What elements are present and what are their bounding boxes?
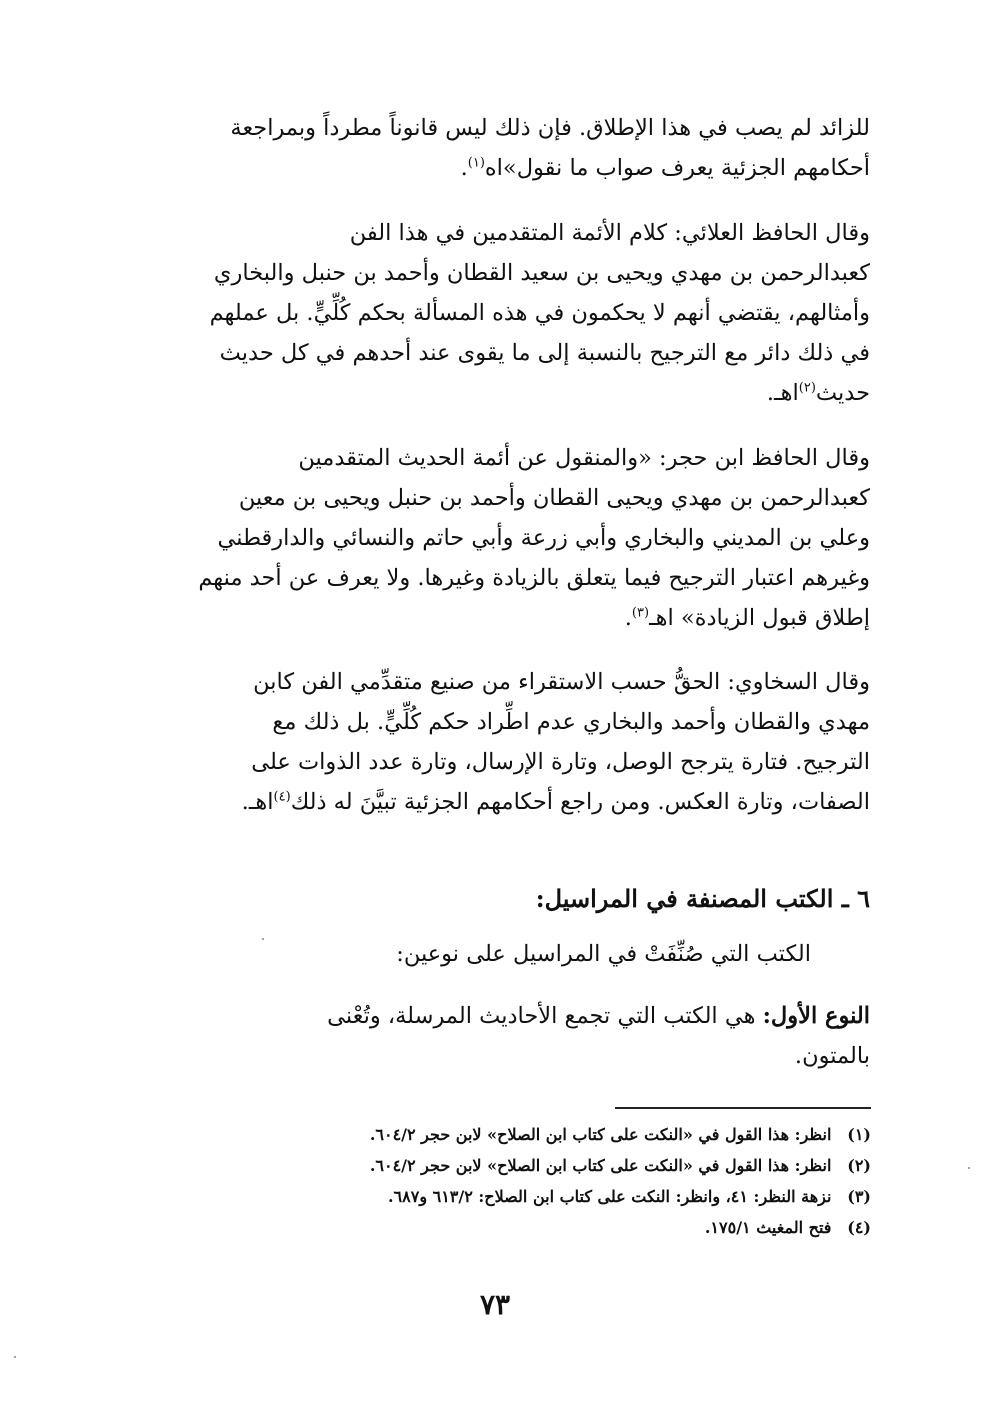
footnote-text: فتح المغيث ١٧٥/١. bbox=[704, 1218, 832, 1237]
type-one-text: هي الكتب التي تجمع الأحاديث المرسلة، وتُعْنى bbox=[327, 1003, 756, 1029]
paragraph-line: كعبدالرحمن بن مهدي ويحيى القطان وأحمد بن حنبل ويحيى بن معين bbox=[238, 485, 870, 511]
paragraph-line: وغيرهم اعتبار الترجيح فيما يتعلق بالزيادة وغيرها. ولا يعرف عن أحد منهم bbox=[198, 565, 870, 591]
paragraph-line: في ذلك دائر مع الترجيح بالنسبة إلى ما يقوى عند أحدهم في كل حديث bbox=[219, 340, 870, 366]
type-one-second-line: بالمتون. bbox=[794, 1043, 870, 1069]
type-one-first-line bbox=[122, 996, 870, 1036]
paragraph-line-with-ref bbox=[122, 373, 870, 413]
footnote-number: (١) bbox=[847, 1125, 871, 1144]
paragraph-line: وأمثالهم، يقتضي أنهم لا يحكمون في هذه المسألة بحكم كُلِّيٍّ. بل عملهم bbox=[209, 300, 870, 326]
type-one-paragraph bbox=[122, 996, 870, 1076]
type-one-label: النوع الأول: bbox=[762, 1003, 870, 1029]
paragraph-1 bbox=[122, 108, 870, 188]
paragraph-line: الترجيح. فتارة يترجح الوصل، وتارة الإرسال، وتارة عدد الذوات على bbox=[251, 749, 870, 775]
section-intro: الكتب التي صُنِّفَتْ في المراسيل على نوعين: bbox=[396, 941, 811, 967]
footnote-number: (٤) bbox=[847, 1218, 871, 1237]
paragraph-tail: اهـ. bbox=[766, 380, 799, 406]
section-heading: ٦ ـ الكتب المصنفة في المراسيل: bbox=[535, 884, 870, 913]
paragraph-3 bbox=[122, 438, 870, 638]
footnote-text: انظر: هذا القول في «النكت على كتاب ابن الصلاح» لابن حجر ٦٠٤/٢. bbox=[369, 1156, 832, 1175]
paragraph-4 bbox=[122, 662, 870, 822]
footnotes bbox=[171, 1119, 871, 1243]
footnote-item bbox=[171, 1119, 871, 1150]
scan-speck bbox=[262, 938, 264, 940]
paragraph-2 bbox=[122, 213, 870, 413]
footnote-item bbox=[171, 1181, 871, 1212]
footnote-ref: (٤) bbox=[273, 789, 291, 805]
footnote-item bbox=[171, 1212, 871, 1243]
paragraph-line: للزائد لم يصب في هذا الإطلاق. فإن ذلك ليس قانوناً مطرداً وبمراجعة bbox=[230, 115, 870, 141]
footnote-divider bbox=[615, 1107, 871, 1109]
scan-speck bbox=[14, 1356, 16, 1358]
paragraph-line: وعلي بن المديني والبخاري وأبي زرعة وأبي حاتم والنسائي والدارقطني bbox=[217, 525, 870, 551]
scan-speck bbox=[968, 1167, 970, 1169]
footnote-number: (٢) bbox=[847, 1156, 871, 1175]
page-number: ٧٣ bbox=[479, 1288, 511, 1321]
paragraph-line: كعبدالرحمن بن مهدي ويحيى بن سعيد القطان وأحمد بن حنبل والبخاري bbox=[213, 260, 870, 286]
footnote-number: (٣) bbox=[847, 1187, 871, 1206]
paragraph-line: وقال السخاوي: الحقُّ حسب الاستقراء من صنيع متقدِّمي الفن كابن bbox=[253, 669, 870, 695]
paragraph-tail: اهـ. bbox=[241, 789, 274, 815]
footnote-ref: (١) bbox=[467, 155, 485, 171]
paragraph-tail: . bbox=[624, 605, 632, 631]
paragraph-line: مهدي والقطان وأحمد والبخاري عدم اطِّراد حكم كُلِّيٍّ. بل ذلك مع bbox=[272, 709, 870, 735]
footnote-text: نزهة النظر: ٤١، وانظر: النكت على كتاب ابن الصلاح: ٦١٣/٢ و٦٨٧. bbox=[387, 1187, 832, 1206]
paragraph-line-text: أحكامهم الجزئية يعرف صواب ما نقول»اه bbox=[484, 155, 870, 181]
paragraph-line: وقال الحافظ العلائي: كلام الأئمة المتقدمين في هذا الفن bbox=[349, 220, 870, 246]
paragraph-line-with-ref bbox=[122, 148, 870, 188]
paragraph-tail: . bbox=[460, 155, 468, 181]
footnote-item bbox=[171, 1150, 871, 1181]
paragraph-line-with-ref bbox=[122, 598, 870, 638]
footnote-text: انظر: هذا القول في «النكت على كتاب ابن الصلاح» لابن حجر ٦٠٤/٢. bbox=[369, 1125, 832, 1144]
footnote-ref: (٢) bbox=[798, 380, 816, 396]
paragraph-line-text: الصفات، وتارة العكس. ومن راجع أحكامهم الجزئية تبيَّنَ له ذلك bbox=[290, 789, 870, 815]
paragraph-line-text: حديث bbox=[815, 380, 870, 406]
paragraph-line-with-ref bbox=[122, 782, 870, 822]
paragraph-line: وقال الحافظ ابن حجر: «والمنقول عن أئمة الحديث المتقدمين bbox=[298, 445, 870, 471]
footnote-ref: (٣) bbox=[631, 605, 650, 621]
paragraph-line-text: إطلاق قبول الزيادة» اهـ bbox=[649, 605, 870, 631]
